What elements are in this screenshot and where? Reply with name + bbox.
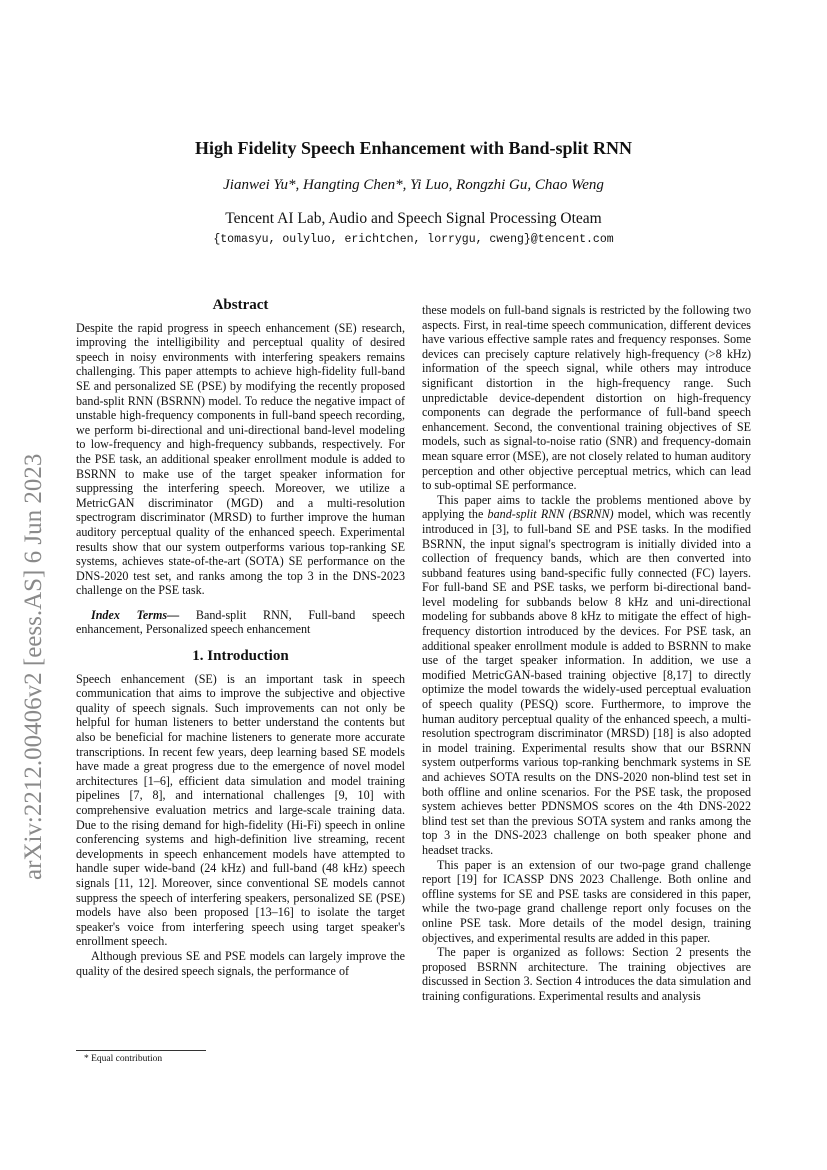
model-name-emphasis: band-split RNN (BSRNN) bbox=[487, 507, 614, 522]
body-paragraph: This paper is an extension of our two-page grand challenge report [19] for ICASSP DNS 2023 Challenge. Both online and offline systems for SE and PSE tasks are considered in this paper, while the two-page grand challenge report only focuses on the online PSE task. More details of the model design, training objectives, and experimental results are added in this paper. bbox=[422, 857, 751, 945]
body-paragraph: these models on full-band signals is restricted by the following two aspects. First, in real-time speech communication, different devices have various effective sample rates and frequency responses. Some devices can precisely capture relatively high-frequency (>8 kHz) information of the speech signal, while others may introduce significant distortion in the high-frequency range. Such unpredictable device-dependent distortion on high-frequency components can degrade the performance of full-band speech enhancement. Second, the conventional training objectives of SE models, such as signal-to-noise ratio (SNR) and frequency-domain mean square error (MSE), are not closely related to human auditory perception and other objective perceptual metrics, which can lead to sub-optimal SE performance. bbox=[422, 303, 751, 493]
intro-paragraph: Speech enhancement (SE) is an important task in speech communication that aims to improve the subjective and objective quality of speech signals. Such improvements can not only be helpful for human listeners to better understand the contents but also be beneficial for machine listeners to generate more accurate transcriptions. In recent few years, deep learning based SE models have made a great progress due to the emergence of novel model architectures [1–6], efficient data simulation and model training pipelines [7, 8], and international challenges [9, 10] with comprehensive evaluation metrics and large-scale training data. Due to the rising demand for high-fidelity (Hi-Fi) speech in online conferencing systems and high-definition live streaming, recent developments in speech enhancement models have attempted to handle super wide-band (24 kHz) and full-band (48 kHz) speech signals [11, 12]. Moreover, since conventional SE models cannot suppress the speech of interfering speakers, personalized SE (PSE) models have also been proposed [13–16] to isolate the target speaker's voice from interfering speech using target speaker's enrollment speech. bbox=[76, 671, 405, 949]
intro-heading: 1. Introduction bbox=[192, 648, 289, 665]
index-terms bbox=[76, 608, 405, 637]
right-column bbox=[422, 303, 751, 1004]
index-terms-text: Band-split RNN, Full-band speech enhancement, Personalized speech enhancement bbox=[76, 607, 405, 637]
paper-title: High Fidelity Speech Enhancement with Band-split RNN bbox=[194, 138, 633, 158]
arxiv-watermark: arXiv:2212.00406v2 [eess.AS] 6 Jun 2023 bbox=[20, 453, 47, 880]
text-span: model, which was recently introduced in [3], to full-band SE and PSE tasks. In the modified BSRNN, the input signal's spectrogram is initially divided into a collection of frequency bands, which are then converted into subband features using band-specific fully connected (FC) layers. For full-band SE and PSE tasks, we perform bi-directional band-level modeling for subbands below 8 kHz and uni-directional modeling for subbands above 8 kHz to mitigate the effect of high-frequency distortion introduced by the devices. For PSE task, an additional speaker enrollment module is added to BSRNN to make use of the target speaker information. In addition, we use a modified MetricGAN-based training objective [8,17] to directly optimize the model towards the widely-used perceptual evaluation of speech quality (PESQ) score. Furthermore, to improve the human auditory perceptual quality of the enhanced speech, a multi-resolution spectrogram discriminator (MRSD) [18] is also adopted in model training. Experimental results show that our BSRNN system outperforms various top-ranking benchmark systems in SE and achieves SOTA results on the DNS-2020 non-blind test set in both offline and online scenarios. For the PSE task, the proposed system achieves better PDNSMOS scores on the 4th DNS-2022 blind test set than the previous SOTA system and ranks among the top 3 in the DNS-2023 challenge on both speaker phone and headset tracks. bbox=[422, 507, 751, 857]
index-terms-label: Index Terms— bbox=[91, 607, 180, 622]
emails: {tomasyu, oulyluo, erichtchen, lorrygu, cweng}@tencent.com bbox=[213, 233, 614, 246]
footnote: * Equal contribution bbox=[84, 1054, 163, 1064]
affiliation: Tencent AI Lab, Audio and Speech Signal Processing Oteam bbox=[225, 210, 602, 227]
footnote-rule bbox=[76, 1050, 206, 1051]
abstract-text: Despite the rapid progress in speech enhancement (SE) research, improving the intelligibility and perceptual quality of desired speech in noisy environments with interfering speakers remains challenging. This paper attempts to achieve high-fidelity full-band SE and personalized SE (PSE) by modifying the recently proposed band-split RNN (BSRNN) model. To reduce the negative impact of unstable high-frequency components in full-band speech recording, we perform bi-directional and uni-directional band-level modeling to low-frequency and high-frequency subbands, respectively. For the PSE task, an additional speaker enrollment module is added to BSRNN to make use of the target speaker information for suppressing the interfering speech. Moreover, we utilize a MetricGAN discriminator (MGD) and a multi-resolution spectrogram discriminator (MRSD) to further improve the human auditory perceptual quality of the enhanced speech. Experimental results show that our system outperforms various top-ranking SE systems, achieves state-of-the-art (SOTA) SE performance on the DNS-2020 test set, and ranks among the top 3 in the DNS-2023 challenge on the PSE task. bbox=[76, 320, 405, 598]
intro-paragraph: Although previous SE and PSE models can largely improve the quality of the desired speech signals, the performance of bbox=[76, 948, 405, 978]
abstract-heading: Abstract bbox=[212, 297, 269, 313]
left-column bbox=[76, 298, 405, 978]
text-span: This paper aims to tackle the problems mentioned above by applying the bbox=[422, 492, 751, 522]
authors: Jianwei Yu*, Hangting Chen*, Yi Luo, Rongzhi Gu, Chao Weng bbox=[223, 177, 604, 193]
body-paragraph: The paper is organized as follows: Section 2 presents the proposed BSRNN architecture. The training objectives are discussed in Section 3. Section 4 introduces the data simulation and training configurations. Experimental results and analysis bbox=[422, 945, 751, 1003]
body-paragraph bbox=[422, 493, 751, 858]
